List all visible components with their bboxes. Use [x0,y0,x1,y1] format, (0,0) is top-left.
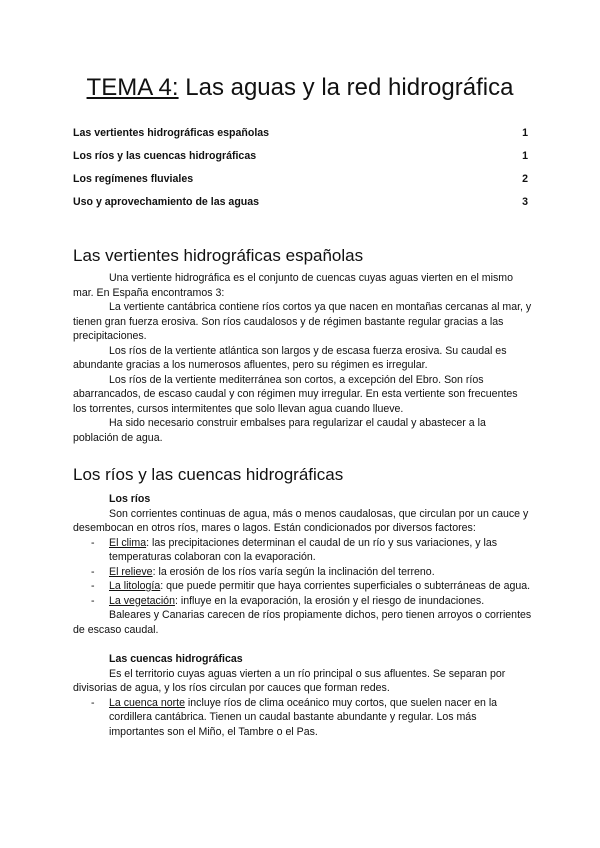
toc-entry[interactable] [73,193,528,216]
paragraph: Es el territorio cuyas aguas vierten a un río principal o sus afluentes. Se separan por divisorias de agua, y los ríos circulan por cauces que forman redes. [73,667,506,694]
title-text: Las aguas y la red hidrográfica [178,74,514,101]
toc-entry-label: Los regímenes fluviales [73,173,194,185]
section-body-vertientes [73,271,533,445]
paragraph: Una vertiente hidrográfica es el conjunto de cuencas cuyas aguas vierten en el mismo mar. En España encontramos 3: [73,272,513,299]
cuencas-list [73,696,533,740]
list-item [73,565,533,580]
toc-entry-page: 1 [522,150,528,162]
toc-entry-page: 3 [522,196,528,208]
list-item [73,594,533,609]
paragraph: Los ríos de la vertiente atlántica son largos y de escasa fuerza erosiva. Su caudal es abundante gracias a los numerosos afluentes, pero su régimen es irregular. [73,344,507,371]
list-item-term: El clima [109,536,147,549]
list-item-text: : que puede permitir que haya corrientes superficiales o subterráneas de agua. [160,580,531,592]
toc-entry[interactable] [73,170,528,193]
dash-bullet: - [91,594,95,607]
table-of-contents [73,124,528,216]
paragraph: Baleares y Canarias carecen de ríos propiamente dichos, pero tienen arroyos o corrientes de escaso caudal. [73,609,532,636]
dash-bullet: - [91,696,95,709]
subheading-rios: Los ríos [109,493,151,505]
list-item-term: La litología [109,580,161,592]
list-item [73,696,533,740]
list-item-term: La cuenca norte [109,696,185,709]
toc-entry-page: 2 [522,173,528,185]
toc-entry-label: Uso y aprovechamiento de las aguas [73,196,260,208]
dash-bullet: - [91,565,95,578]
paragraph: Los ríos de la vertiente mediterránea son cortos, a excepción del Ebro. Son ríos abarrancados, de escaso caudal y con régimen muy irregular. En esta vertiente son frecuentes los torrentes, cursos intermitentes que solo llevan agua cuando llueve. [73,373,518,415]
dash-bullet: - [91,580,95,592]
list-item [73,536,533,565]
toc-entry[interactable] [73,147,528,170]
page-title [0,72,600,104]
toc-entry-label: Las vertientes hidrográficas españolas [73,127,270,139]
list-item-text: : las precipitaciones determinan el caudal de un río y sus variaciones, y las temperaturas colaboran con la evaporación. [109,536,498,563]
paragraph: La vertiente cantábrica contiene ríos cortos ya que nacen en montañas cercanas al mar, y tienen gran fuerza erosiva. Son ríos caudalosos y de régimen bastante regular gracias a las precipitaciones. [73,301,532,342]
factors-list [73,536,533,609]
list-item-text: : influye en la evaporación, la erosión y el riesgo de inundaciones. [174,594,485,607]
paragraph: Ha sido necesario construir embalses para regularizar el caudal y abastecer a la población de agua. [73,417,486,444]
title-prefix: TEMA 4: [86,74,179,101]
toc-entry-label: Los ríos y las cuencas hidrográficas [73,150,257,162]
list-item-text: incluye ríos de clima oceánico muy cortos, que suelen nacer en la cordillera cantábrica. Tienen un caudal bastante abundante y regular. Los más importantes son el Miño, el Tambre o el Pas. [109,696,498,738]
list-item-term: La vegetación [109,594,175,607]
section-heading-rios: Los ríos y las cuencas hidrográficas [73,465,344,484]
list-item-text: : la erosión de los ríos varía según la inclinación del terreno. [152,565,435,578]
toc-entry-page: 1 [522,127,528,139]
section-heading-vertientes: Las vertientes hidrográficas españolas [73,246,364,265]
paragraph: Son corrientes continuas de agua, más o menos caudalosas, que circulan por un cauce y desembocan en otros ríos, mares o lagos. Están condicionados por diversos factores: [73,507,529,534]
section-body-rios [73,492,533,739]
list-item [73,579,533,594]
subheading-cuencas: Las cuencas hidrográficas [109,653,243,665]
toc-entry[interactable] [73,124,528,147]
dash-bullet: - [91,536,95,549]
list-item-term: El relieve [109,565,153,578]
